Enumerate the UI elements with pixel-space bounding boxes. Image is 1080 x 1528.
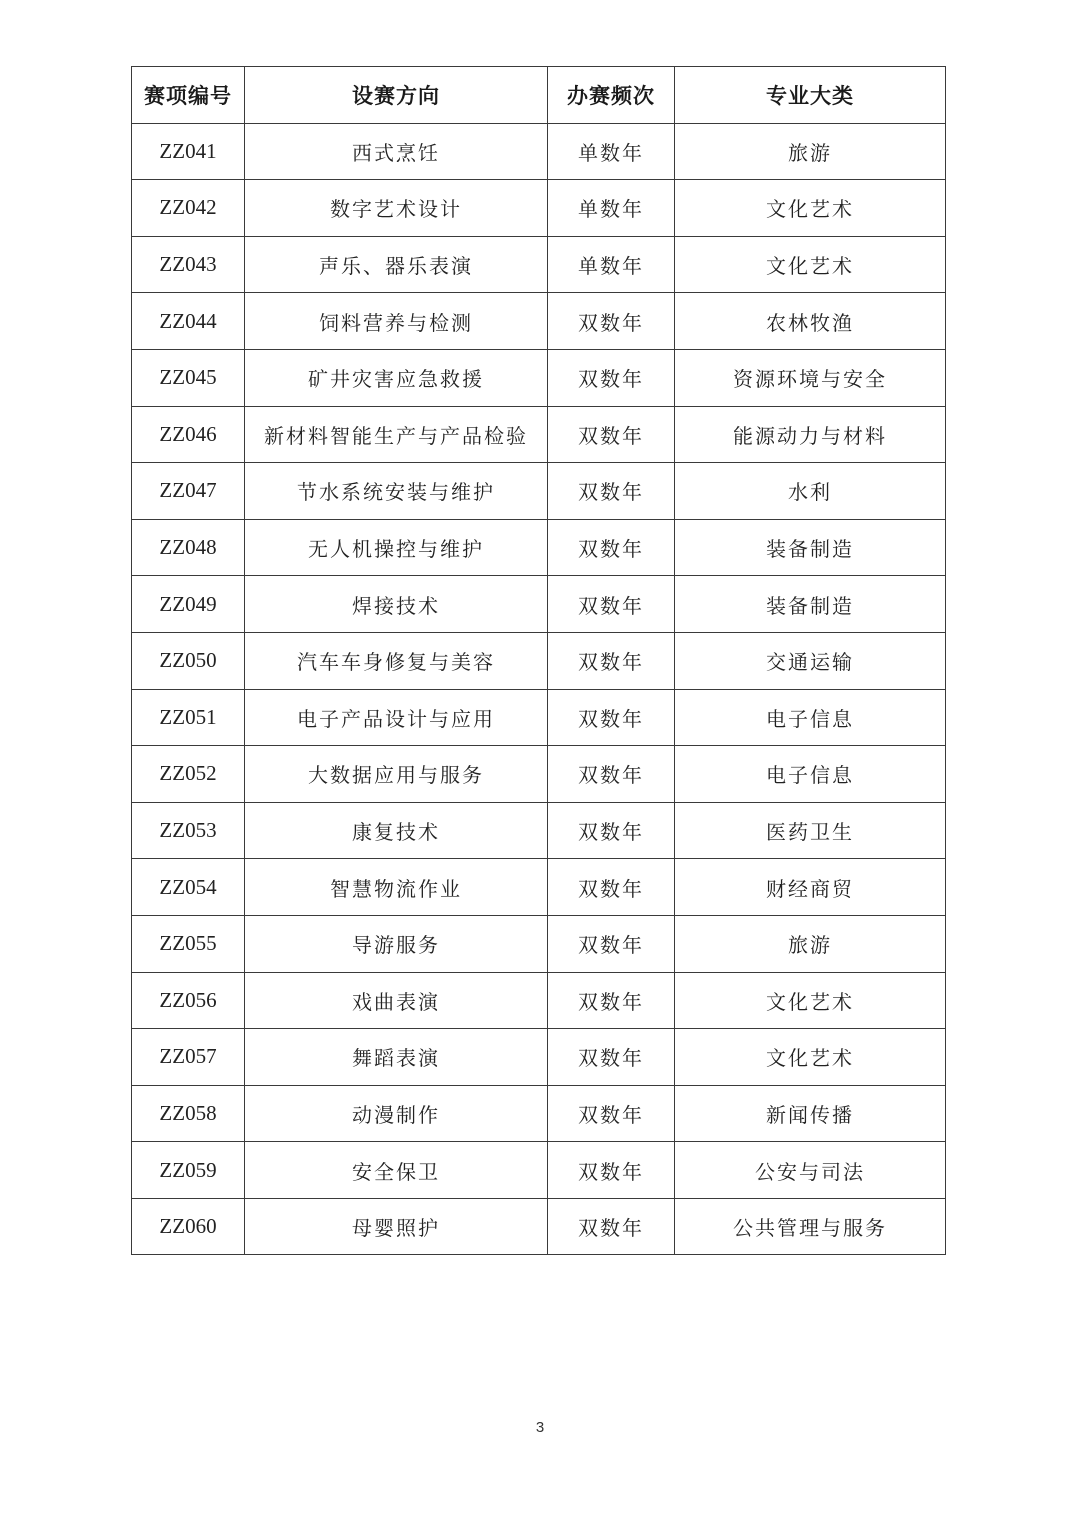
cell-frequency: 双数年: [548, 632, 675, 689]
table-row: [132, 972, 946, 1029]
cell-direction: 焊接技术: [245, 576, 548, 633]
cell-category: 水利: [675, 463, 946, 520]
cell-direction: 安全保卫: [245, 1142, 548, 1199]
cell-code: ZZ052: [132, 746, 245, 803]
cell-direction: 智慧物流作业: [245, 859, 548, 916]
cell-code: ZZ051: [132, 689, 245, 746]
cell-frequency: 双数年: [548, 519, 675, 576]
table-row: [132, 1029, 946, 1086]
cell-category: 文化艺术: [675, 972, 946, 1029]
table-row: [132, 746, 946, 803]
cell-direction: 新材料智能生产与产品检验: [245, 406, 548, 463]
table-row: [132, 406, 946, 463]
cell-direction: 大数据应用与服务: [245, 746, 548, 803]
cell-code: ZZ041: [132, 123, 245, 180]
cell-code: ZZ055: [132, 915, 245, 972]
cell-frequency: 双数年: [548, 406, 675, 463]
cell-category: 文化艺术: [675, 180, 946, 237]
cell-frequency: 双数年: [548, 1029, 675, 1086]
table-row: [132, 802, 946, 859]
cell-category: 农林牧渔: [675, 293, 946, 350]
cell-frequency: 双数年: [548, 293, 675, 350]
cell-category: 新闻传播: [675, 1085, 946, 1142]
cell-frequency: 双数年: [548, 463, 675, 520]
cell-code: ZZ043: [132, 236, 245, 293]
cell-code: ZZ060: [132, 1198, 245, 1255]
table-row: [132, 519, 946, 576]
cell-direction: 饲料营养与检测: [245, 293, 548, 350]
cell-category: 医药卫生: [675, 802, 946, 859]
table-row: [132, 915, 946, 972]
cell-category: 电子信息: [675, 746, 946, 803]
cell-direction: 动漫制作: [245, 1085, 548, 1142]
cell-category: 电子信息: [675, 689, 946, 746]
cell-code: ZZ045: [132, 349, 245, 406]
cell-code: ZZ044: [132, 293, 245, 350]
cell-category: 公共管理与服务: [675, 1198, 946, 1255]
table-row: [132, 632, 946, 689]
cell-category: 旅游: [675, 123, 946, 180]
cell-direction: 节水系统安装与维护: [245, 463, 548, 520]
cell-direction: 汽车车身修复与美容: [245, 632, 548, 689]
cell-category: 财经商贸: [675, 859, 946, 916]
table-row: [132, 576, 946, 633]
header-category: 专业大类: [675, 67, 946, 124]
table-row: [132, 1085, 946, 1142]
header-code: 赛项编号: [132, 67, 245, 124]
cell-category: 装备制造: [675, 519, 946, 576]
cell-direction: 母婴照护: [245, 1198, 548, 1255]
cell-frequency: 双数年: [548, 1142, 675, 1199]
cell-code: ZZ042: [132, 180, 245, 237]
cell-code: ZZ049: [132, 576, 245, 633]
cell-direction: 数字艺术设计: [245, 180, 548, 237]
cell-frequency: 双数年: [548, 349, 675, 406]
cell-frequency: 双数年: [548, 746, 675, 803]
header-frequency: 办赛频次: [548, 67, 675, 124]
table-row: [132, 123, 946, 180]
cell-direction: 戏曲表演: [245, 972, 548, 1029]
cell-code: ZZ048: [132, 519, 245, 576]
cell-frequency: 双数年: [548, 689, 675, 746]
cell-code: ZZ050: [132, 632, 245, 689]
cell-category: 资源环境与安全: [675, 349, 946, 406]
cell-direction: 导游服务: [245, 915, 548, 972]
cell-code: ZZ057: [132, 1029, 245, 1086]
cell-category: 能源动力与材料: [675, 406, 946, 463]
cell-frequency: 双数年: [548, 1085, 675, 1142]
cell-code: ZZ058: [132, 1085, 245, 1142]
cell-code: ZZ059: [132, 1142, 245, 1199]
cell-frequency: 双数年: [548, 859, 675, 916]
cell-category: 文化艺术: [675, 1029, 946, 1086]
cell-frequency: 双数年: [548, 576, 675, 633]
cell-code: ZZ046: [132, 406, 245, 463]
header-direction: 设赛方向: [245, 67, 548, 124]
table-row: [132, 463, 946, 520]
cell-direction: 矿井灾害应急救援: [245, 349, 548, 406]
cell-code: ZZ047: [132, 463, 245, 520]
cell-frequency: 双数年: [548, 972, 675, 1029]
table-row: [132, 180, 946, 237]
cell-frequency: 单数年: [548, 180, 675, 237]
table-row: [132, 689, 946, 746]
cell-frequency: 单数年: [548, 123, 675, 180]
table-row: [132, 1142, 946, 1199]
cell-direction: 西式烹饪: [245, 123, 548, 180]
cell-category: 公安与司法: [675, 1142, 946, 1199]
cell-category: 文化艺术: [675, 236, 946, 293]
cell-direction: 声乐、器乐表演: [245, 236, 548, 293]
table-row: [132, 349, 946, 406]
cell-frequency: 双数年: [548, 802, 675, 859]
cell-code: ZZ053: [132, 802, 245, 859]
cell-direction: 无人机操控与维护: [245, 519, 548, 576]
cell-direction: 舞蹈表演: [245, 1029, 548, 1086]
cell-category: 装备制造: [675, 576, 946, 633]
cell-direction: 电子产品设计与应用: [245, 689, 548, 746]
cell-frequency: 双数年: [548, 1198, 675, 1255]
competition-table: [131, 66, 946, 1255]
cell-direction: 康复技术: [245, 802, 548, 859]
table-row: [132, 236, 946, 293]
table-row: [132, 859, 946, 916]
cell-category: 旅游: [675, 915, 946, 972]
cell-code: ZZ054: [132, 859, 245, 916]
page-number: 3: [535, 1419, 545, 1436]
table-row: [132, 293, 946, 350]
cell-code: ZZ056: [132, 972, 245, 1029]
cell-frequency: 单数年: [548, 236, 675, 293]
cell-category: 交通运输: [675, 632, 946, 689]
table-header-row: [132, 67, 946, 124]
cell-frequency: 双数年: [548, 915, 675, 972]
table-row: [132, 1198, 946, 1255]
